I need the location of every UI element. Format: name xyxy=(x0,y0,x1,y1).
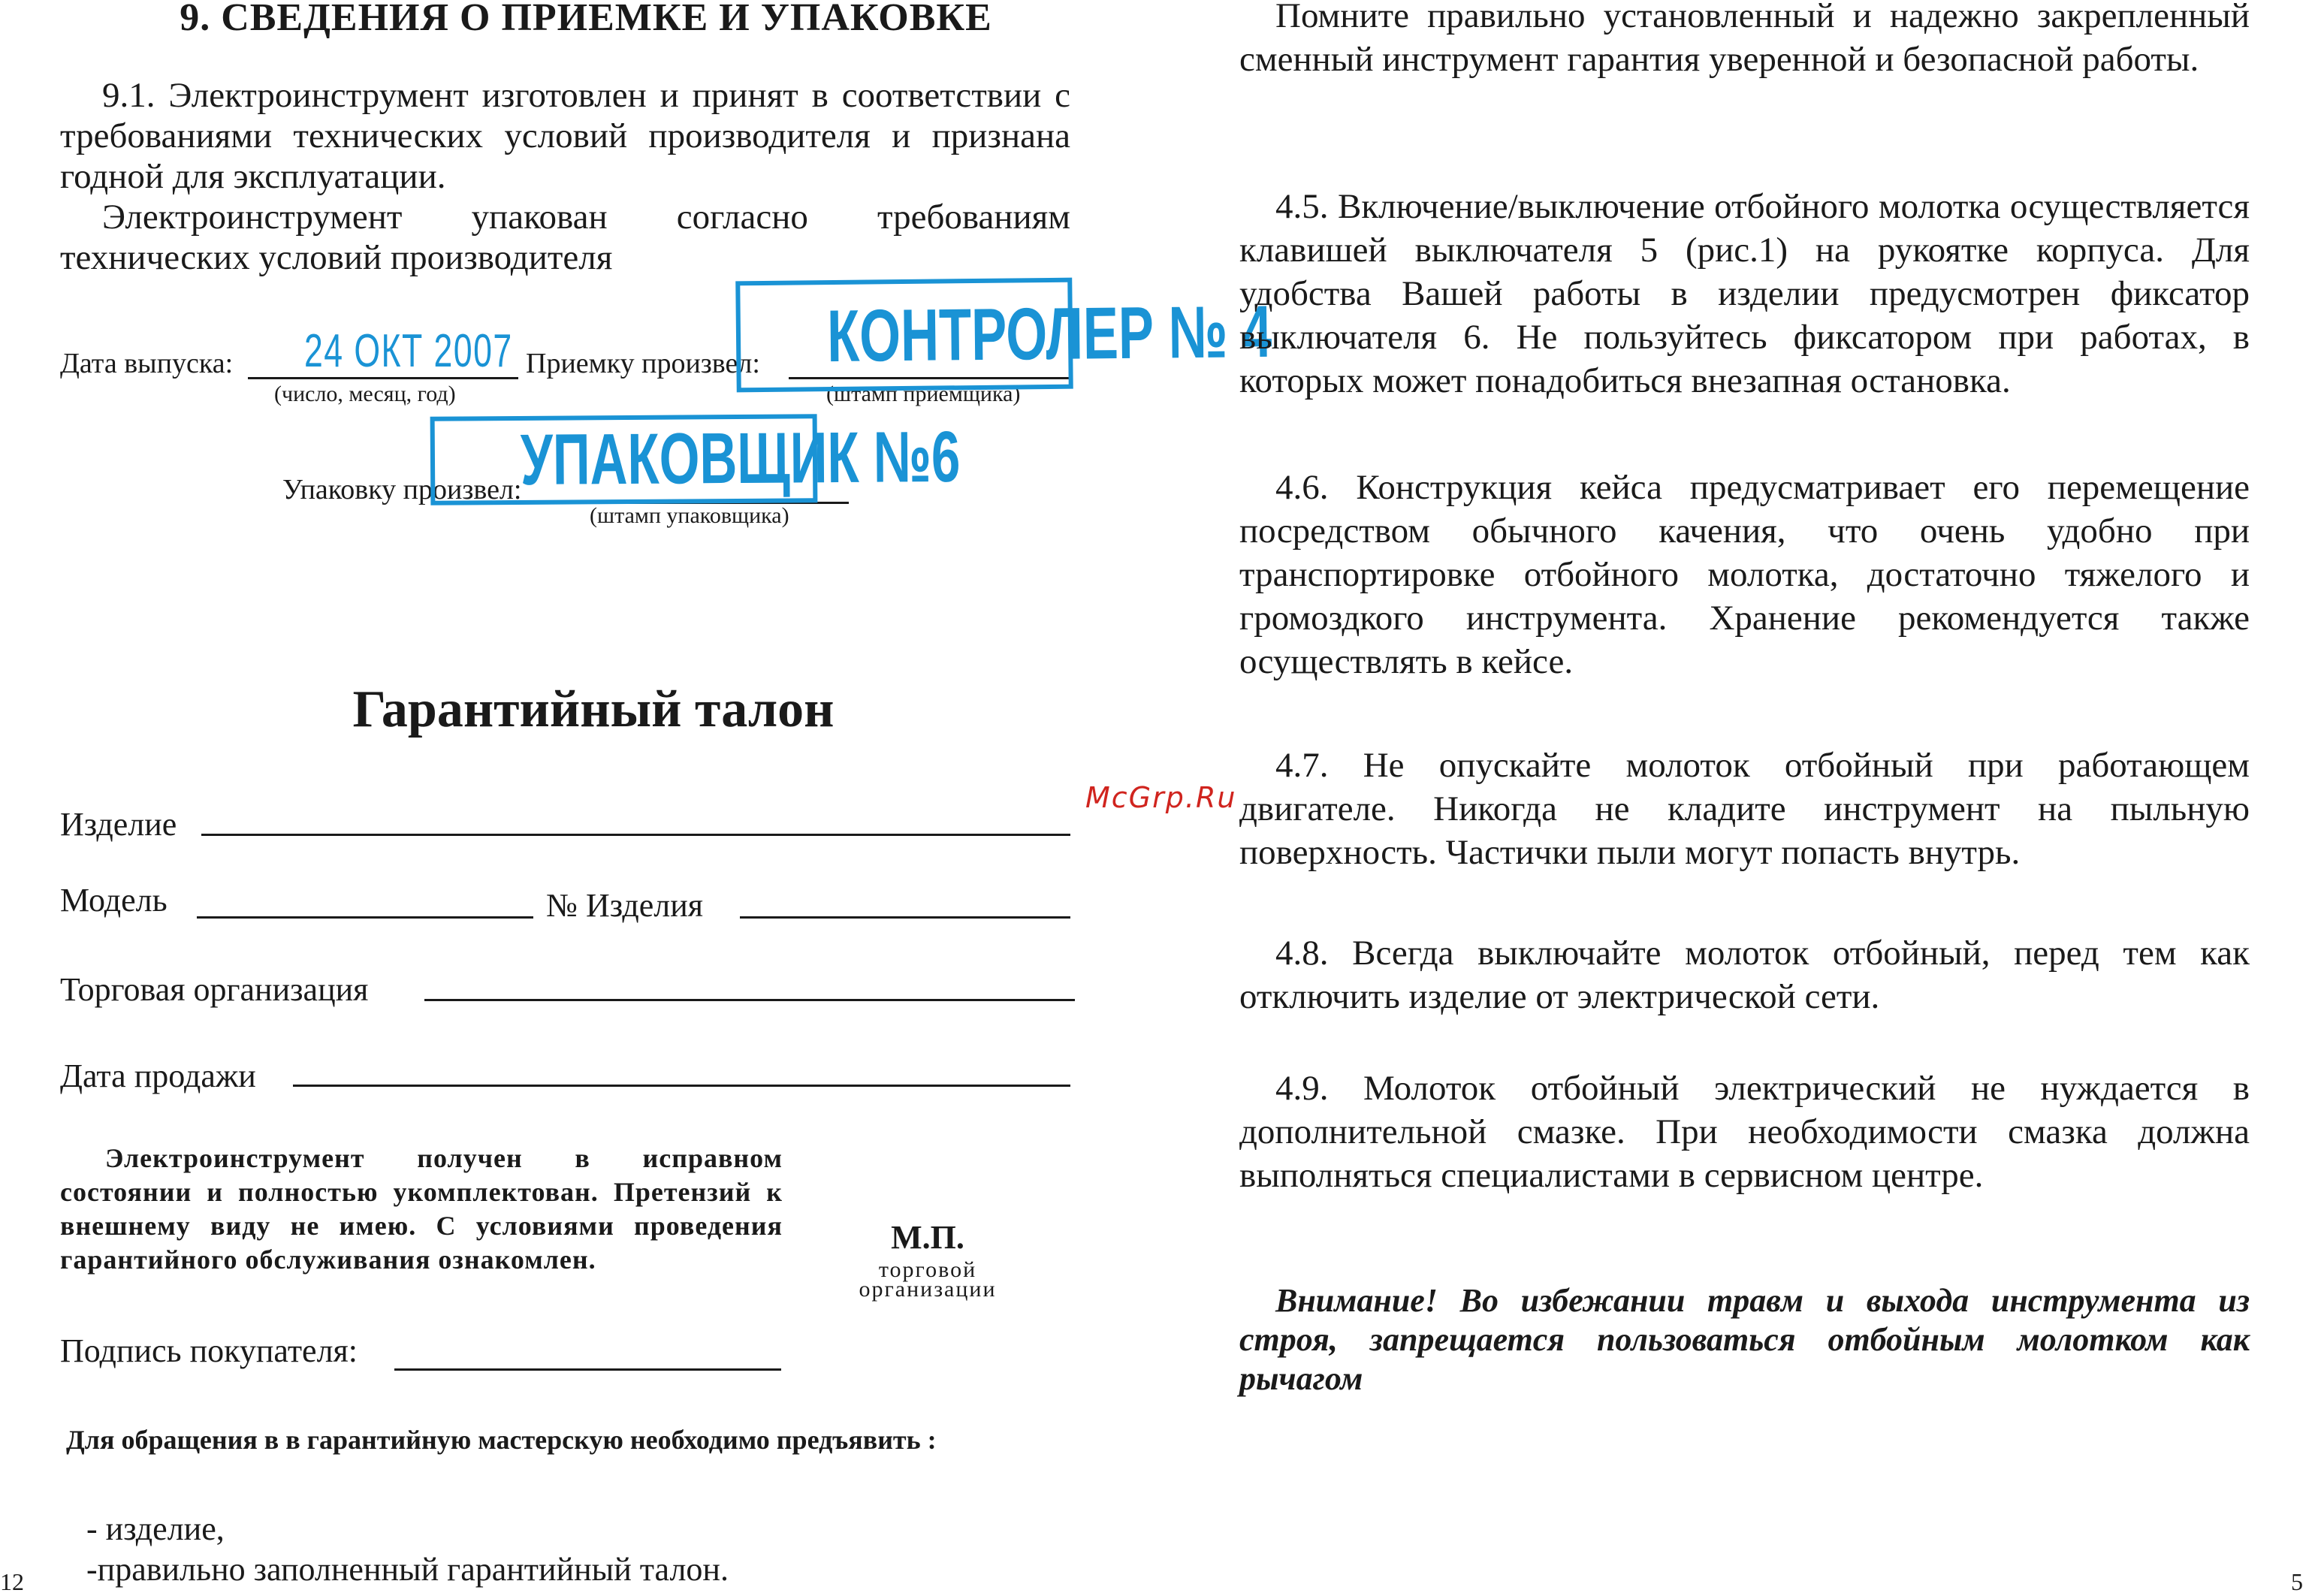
paragraph-4-8: 4.8. Всегда выключайте молоток отбойный, перед тем как отключить изделие от электрической сети. xyxy=(1239,934,2250,1016)
model-label: Модель xyxy=(60,882,168,919)
accepted-label: Приемку произвел: xyxy=(526,348,760,379)
signature-line[interactable] xyxy=(394,1368,781,1371)
list-item-product: - изделие, xyxy=(86,1510,225,1547)
warranty-title: Гарантийный талон xyxy=(352,680,835,738)
seal-sub-2: организации xyxy=(859,1277,997,1302)
packed-hint: (штамп упаковщика) xyxy=(590,503,789,528)
release-date-label: Дата выпуска: xyxy=(60,348,234,379)
product-label: Изделие xyxy=(60,806,177,843)
sale-date-label: Дата продажи xyxy=(60,1057,256,1094)
product-number-label: № Изделия xyxy=(546,887,703,924)
paragraph-4-5: 4.5. Включение/выключение отбойного молотка осуществляется клавишей выключателя 5 (рис.1) на рукоятке корпуса. Для удобства Вашей работы в изделии предусмотрен фиксатор выключателя 6. Не пользуйтесь фиксатором при работах, в которых может понадобиться внезапная остановка. xyxy=(1239,187,2250,400)
paragraph-9-1: 9.1. Электроинструмент изготовлен и принят в соответствии с требованиями технических условий производителя и признана годной для эксплуатации. xyxy=(60,76,1070,196)
sale-date-line[interactable] xyxy=(293,1085,1070,1087)
intro-paragraph: Помните правильно установленный и надежно закрепленный сменный инструмент гарантия уверенной и безопасной работы. xyxy=(1239,0,2250,79)
seal-label: М.П. xyxy=(891,1219,964,1256)
paragraph-4-9: 4.9. Молоток отбойный электрический не нуждается в дополнительной смазке. При необходимости смазка должна выполняться специалистами в сервисном центре. xyxy=(1239,1069,2250,1195)
model-line[interactable] xyxy=(197,916,533,919)
paragraph-4-7: 4.7. Не опускайте молоток отбойный при работающем двигателе. Никогда не кладите инструмент на пыльную поверхность. Частички пыли могут попасть внутрь. xyxy=(1239,746,2250,872)
product-number-line[interactable] xyxy=(740,916,1070,919)
seal-sub-1: торговой xyxy=(878,1257,977,1282)
right-page-number: 5 xyxy=(2291,1568,2303,1595)
watermark: McGrp.Ru xyxy=(1085,781,1237,814)
warning-paragraph: Внимание! Во избежании травм и выхода инструмента из строя, запрещается пользоваться отбойным молотком как рычагом xyxy=(1239,1282,2250,1397)
receipt-statement: Электроинструмент получен в исправном состоянии и полностью укомплектован. Претензий к внешнему виду не имею. С условиями проведения гарантийного обслуживания ознакомлен. xyxy=(60,1143,783,1275)
paragraph-4-6: 4.6. Конструкция кейса предусматривает его перемещение посредством обычного качения, что очень удобно при транспортировке отбойного молотка, достаточно тяжелого и громоздкого инструмента. Хранение рекомендуется также осуществлять в кейсе. xyxy=(1239,468,2250,681)
release-date-hint: (число, месяц, год) xyxy=(274,382,456,406)
product-line[interactable] xyxy=(201,834,1070,836)
controller-stamp: КОНТРОЛЕР № 4 xyxy=(735,278,1073,393)
section-heading: 9. СВЕДЕНИЯ О ПРИЕМКЕ И УПАКОВКЕ xyxy=(180,0,992,39)
trade-org-line[interactable] xyxy=(424,999,1075,1001)
release-date-stamp: 24 ОКТ 2007 xyxy=(304,325,513,377)
trade-org-label: Торговая организация xyxy=(60,971,369,1008)
list-item-warranty: -правильно заполненный гарантийный талон. xyxy=(86,1551,729,1588)
signature-label: Подпись покупателя: xyxy=(60,1332,358,1369)
packed-label: Упаковку произвел: xyxy=(282,474,522,505)
packer-stamp: УПАКОВЩИК №6 xyxy=(430,414,818,505)
service-note: Для обращения в в гарантийную мастерскую необходимо предъявить : xyxy=(66,1425,937,1455)
left-page-number: 12 xyxy=(0,1568,24,1595)
paragraph-packed: Электроинструмент упакован согласно требованиям технических условий производителя xyxy=(60,198,1070,277)
accepted-hint: (штамп приемщика) xyxy=(826,382,1021,406)
